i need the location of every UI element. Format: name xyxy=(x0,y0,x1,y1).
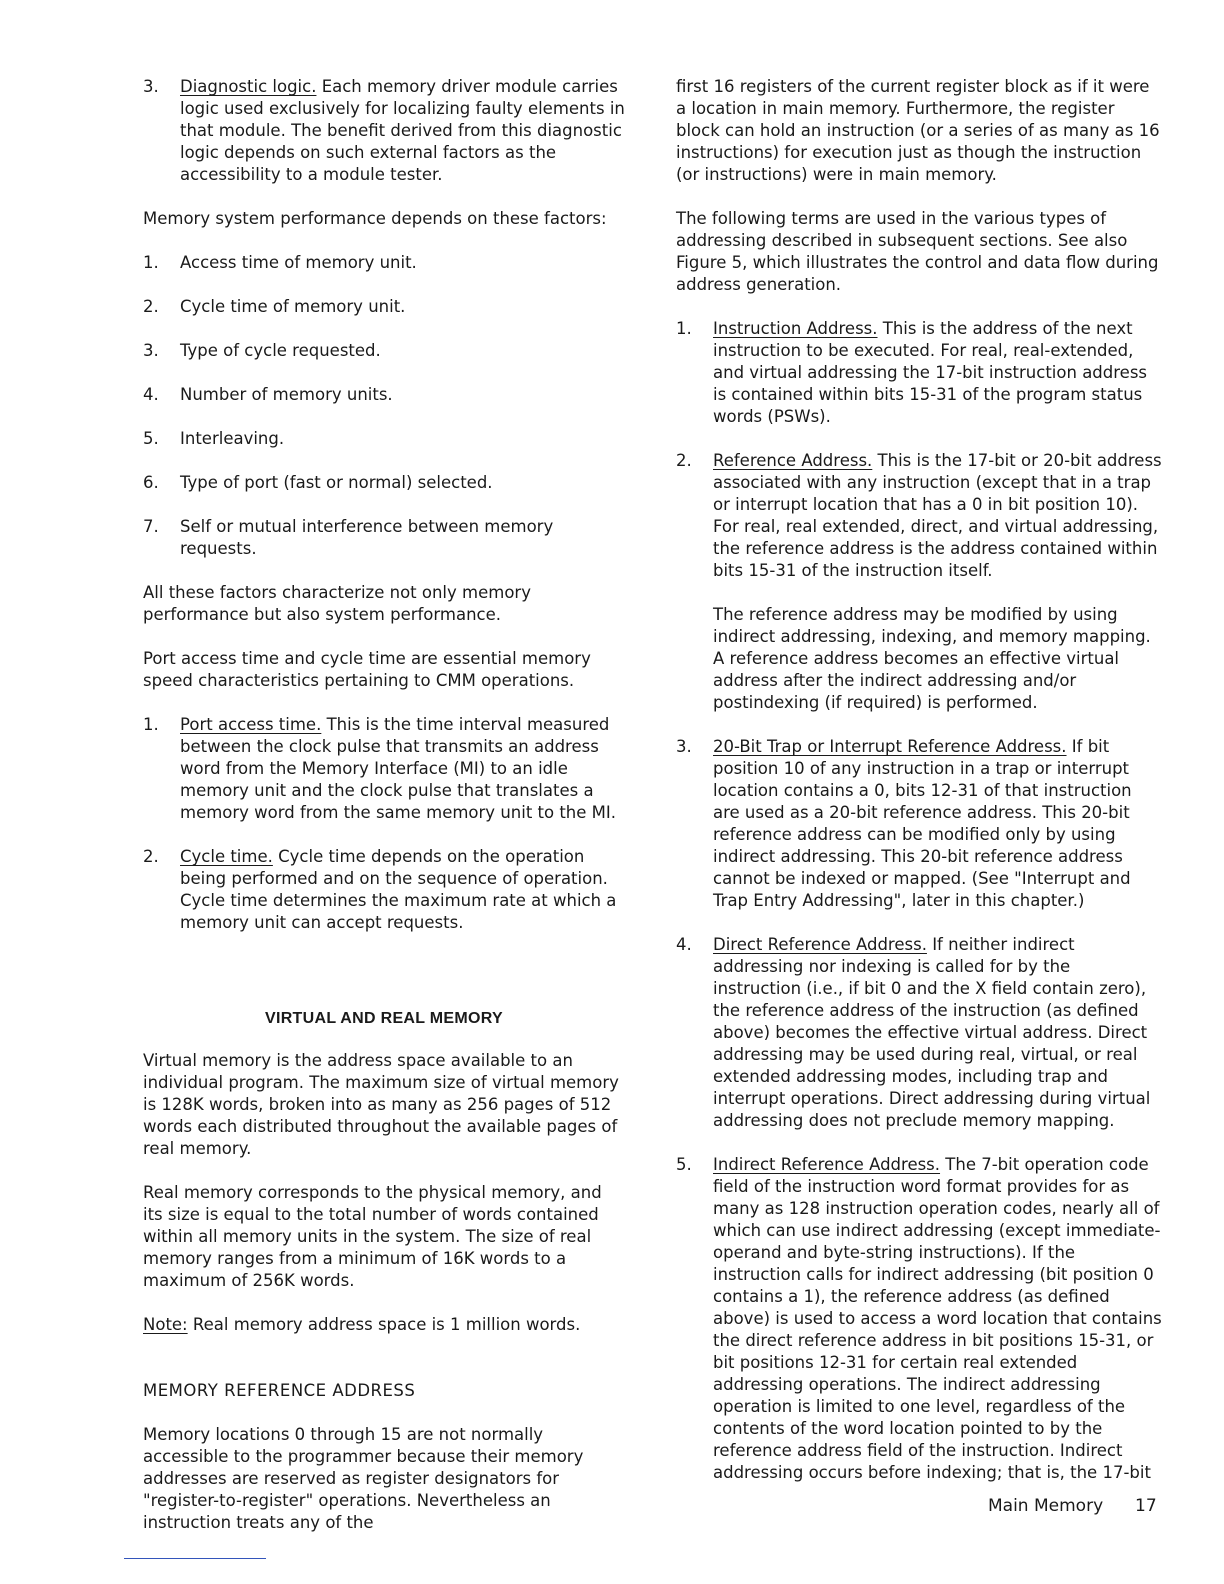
item-number: 5. xyxy=(143,429,159,448)
item-number: 3. xyxy=(143,341,159,360)
note-label: Note: xyxy=(143,1315,188,1334)
item-text: Type of port (fast or normal) selected. xyxy=(180,473,493,492)
factor-item xyxy=(143,472,625,494)
item-term: 20-Bit Trap or Interrupt Reference Address. xyxy=(713,737,1067,756)
item-number: 5. xyxy=(676,1155,692,1174)
item-text: Interleaving. xyxy=(180,429,285,448)
item-text: Self or mutual interference between memory requests. xyxy=(180,517,554,558)
right-column xyxy=(676,76,1162,1506)
virtual-memory-paragraph: Virtual memory is the address space available to an individual program. The maximum size of virtual memory is 128K words, broken into as many as 256 pages of 512 words each distributed throughout the available pages of real memory. xyxy=(143,1051,619,1158)
performance-intro: Memory system performance depends on these factors: xyxy=(143,209,607,228)
item-text: The reference address may be modified by using indirect addressing, indexing, and memory mapping. A reference address becomes an effective virtual address after the indirect addressing and/or postindexing (if required) is performed. xyxy=(713,605,1151,712)
bottom-rule xyxy=(124,1558,266,1559)
section-gap xyxy=(143,1358,625,1380)
reference-address-continuation xyxy=(676,604,1162,714)
item-term: Port access time. xyxy=(180,715,322,734)
item-number: 1. xyxy=(143,715,159,734)
item-text: Type of cycle requested. xyxy=(180,341,381,360)
item-text: This is the 17-bit or 20-bit address associated with any instruction (except that in a trap or interrupt location that has a 0 in bit position 10). For real, real extended, direct, and virtual addressing, the reference address is the address contained within bits 15-31 of the instruction itself. xyxy=(713,451,1162,580)
footer-section-title: Main Memory xyxy=(988,1496,1104,1516)
item-term: Reference Address. xyxy=(713,451,873,470)
page-number: 17 xyxy=(1135,1496,1157,1516)
item-number: 2. xyxy=(143,847,159,866)
item-text: If neither indirect addressing nor indexing is called for by the instruction (i.e., if bit 0 and the X field contain zero), the reference address of the instruction (as defined above) becomes the effective virtual address. Direct addressing may be used during real, virtual, or real extended addressing modes, including trap and interrupt operations. Direct addressing during virtual addressing does not preclude memory mapping. xyxy=(713,935,1151,1130)
factor-item xyxy=(143,296,625,318)
factor-item xyxy=(143,252,625,274)
item-text: If bit position 10 of any instruction in a trap or interrupt location contains a 0, bits 12-31 of that instruction are used as a 20-bit reference address. This 20-bit reference address can be modified only by using indirect addressing. This 20-bit reference address cannot be indexed or mapped. (See "Interrupt and Trap Entry Addressing", later in this chapter.) xyxy=(713,737,1132,910)
note xyxy=(143,1314,625,1336)
item-term: Cycle time. xyxy=(180,847,273,866)
reference-address-item xyxy=(676,450,1162,582)
note-text: Real memory address space is 1 million words. xyxy=(192,1315,581,1334)
terms-intro: The following terms are used in the various types of addressing described in subsequent sections. See also Figure 5, which illustrates the control and data flow during address generation. xyxy=(676,209,1159,294)
factor-item xyxy=(143,516,625,560)
item-number: 4. xyxy=(676,935,692,954)
virtual-real-memory-heading: VIRTUAL AND REAL MEMORY xyxy=(264,1010,504,1027)
item-text: This is the address of the next instruction to be executed. For real, real-extended, and virtual addressing the 17-bit instruction address is contained within bits 15-31 of the program status words (PSWs). xyxy=(713,319,1148,426)
indirect-reference-address-item xyxy=(676,1154,1162,1484)
trap-interrupt-address-item xyxy=(676,736,1162,912)
port-intro: Port access time and cycle time are essential memory speed characteristics pertaining to CMM operations. xyxy=(143,649,591,690)
item-text: This is the time interval measured between the clock pulse that transmits an address word from the Memory Interface (MI) to an idle memory unit and the clock pulse that translates a memory word from the same memory unit to the MI. xyxy=(180,715,617,822)
item-text: Cycle time depends on the operation being performed and on the sequence of operation. Cycle time determines the maximum rate at which a memory unit can accept requests. xyxy=(180,847,617,932)
item-text: The 7-bit operation code field of the instruction word format provides for as many as 128 instruction operation codes, nearly all of which can use indirect addressing (except immediate-operand and byte-string instructions). If the instruction calls for indirect addressing (bit position 0 contains a 1), the reference address (as defined above) is used to access a word location that contains the direct reference address in bit positions 15-31, or bit positions 12-31 for certain real extended addressing operations. The indirect addressing operation is limited to one level, regardless of the contents of the word location pointed to by the reference address field of the instruction. Indirect addressing occurs before indexing; that is, the 17-bit xyxy=(713,1155,1162,1482)
continued-paragraph: first 16 registers of the current register block as if it were a location in main memory. Furthermore, the register block can hold an instruction (or a series of as many as 16 instructions) for execution just as though the instruction (or instructions) were in main memory. xyxy=(676,77,1160,184)
item-number: 1. xyxy=(143,253,159,272)
item-text: Access time of memory unit. xyxy=(180,253,417,272)
item-term: Direct Reference Address. xyxy=(713,935,927,954)
factor-item xyxy=(143,384,625,406)
direct-reference-address-item xyxy=(676,934,1162,1132)
instruction-address-item xyxy=(676,318,1162,428)
item-number: 4. xyxy=(143,385,159,404)
item-number: 2. xyxy=(143,297,159,316)
factor-item xyxy=(143,428,625,450)
item-number: 3. xyxy=(676,737,692,756)
item-term: Diagnostic logic. xyxy=(180,77,317,96)
item-number: 2. xyxy=(676,451,692,470)
port-access-item xyxy=(143,714,625,824)
left-column xyxy=(143,76,625,1556)
item-number: 3. xyxy=(143,77,159,96)
memory-reference-paragraph: Memory locations 0 through 15 are not normally accessible to the programmer because their memory addresses are reserved as register designators for "register-to-register" operations. Nevertheless an instruction treats any of the xyxy=(143,1425,584,1532)
item-number: 1. xyxy=(676,319,692,338)
memory-reference-address-heading: MEMORY REFERENCE ADDRESS xyxy=(143,1381,416,1400)
item-text: Cycle time of memory unit. xyxy=(180,297,406,316)
section-gap xyxy=(143,956,625,1008)
diagnostic-logic-item xyxy=(143,76,625,186)
real-memory-paragraph: Real memory corresponds to the physical memory, and its size is equal to the total number of words contained within all memory units in the system. The size of real memory ranges from a minimum of 16K words to a maximum of 256K words. xyxy=(143,1183,602,1290)
item-number: 6. xyxy=(143,473,159,492)
item-term: Instruction Address. xyxy=(713,319,878,338)
item-number: 7. xyxy=(143,517,159,536)
factor-item xyxy=(143,340,625,362)
item-text: Each memory driver module carries logic used exclusively for localizing faulty elements in that module. The benefit derived from this diagnostic logic depends on such external factors as the accessibility to a module tester. xyxy=(180,77,625,184)
factors-summary: All these factors characterize not only memory performance but also system performance. xyxy=(143,583,531,624)
item-text: Number of memory units. xyxy=(180,385,393,404)
cycle-time-item xyxy=(143,846,625,934)
item-term: Indirect Reference Address. xyxy=(713,1155,941,1174)
